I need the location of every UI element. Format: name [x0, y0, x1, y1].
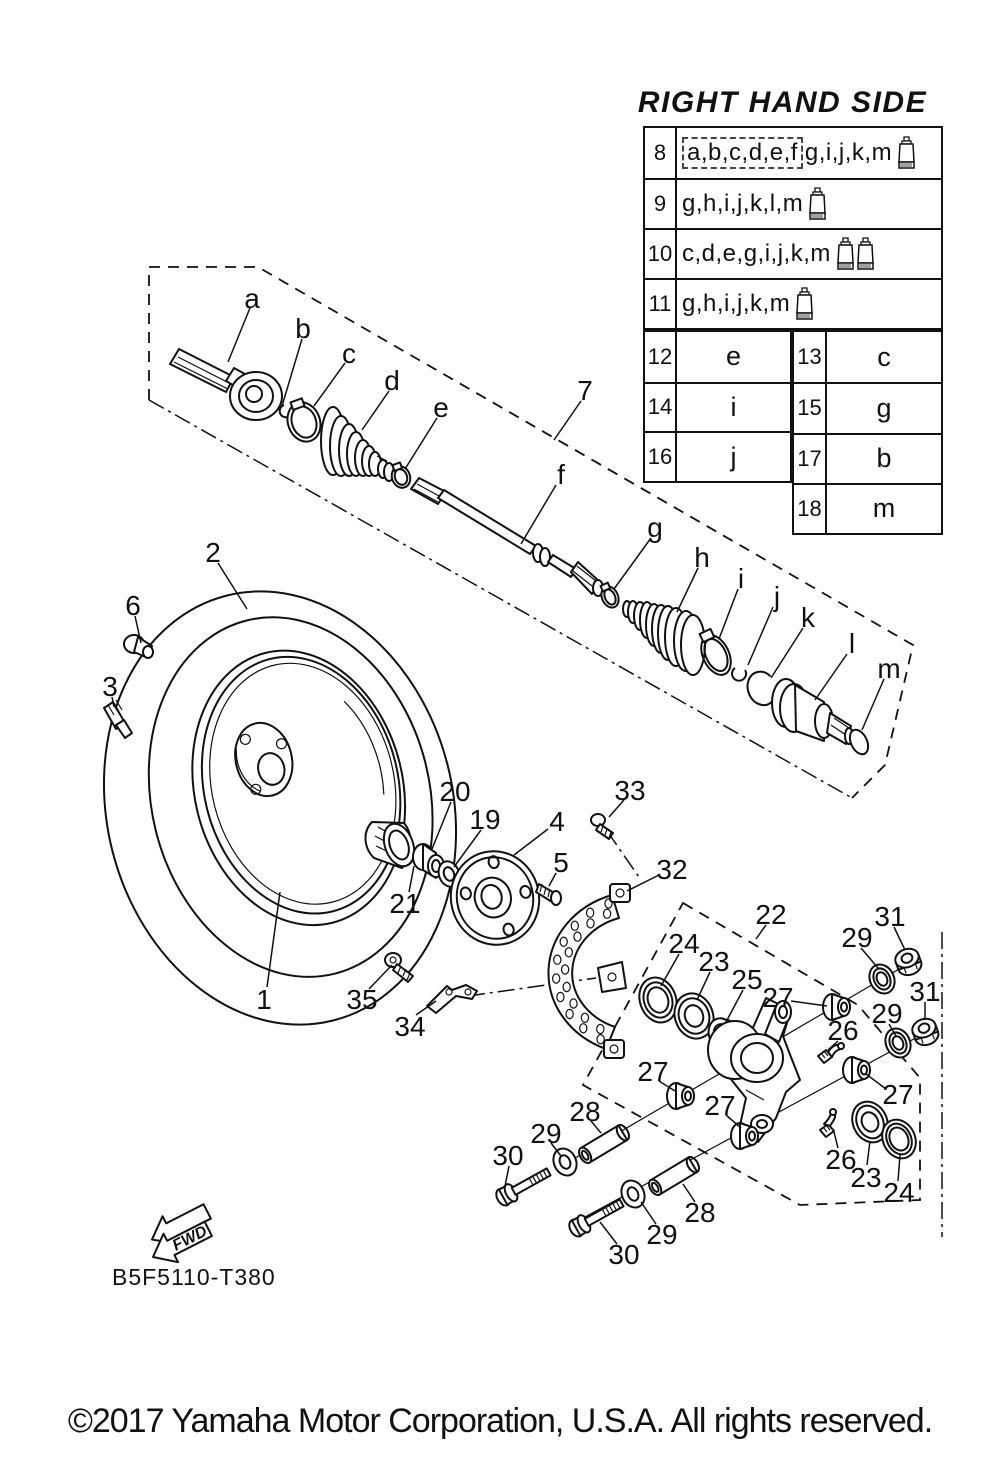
- grease-tubes: [837, 237, 874, 271]
- callout-4: 4: [549, 806, 565, 837]
- callout-leader-e: [405, 418, 437, 469]
- row-value: b: [876, 443, 892, 474]
- row-content: [677, 230, 941, 278]
- bolt-33: [591, 814, 613, 839]
- callout-27: 27: [882, 1079, 914, 1110]
- callout-a: a: [244, 283, 260, 314]
- grease-fitting-26a: [818, 1043, 844, 1063]
- table-row: [794, 433, 941, 483]
- row-number: 17: [794, 435, 827, 483]
- callout-f: f: [557, 459, 565, 490]
- callout-29: 29: [871, 998, 903, 1029]
- collar-28a: [576, 1123, 631, 1165]
- row-number: 9: [645, 180, 677, 228]
- boot-band-c: [281, 395, 326, 446]
- table-row: [794, 382, 941, 432]
- table-row: [645, 382, 790, 432]
- callout-34: 34: [394, 1011, 426, 1042]
- row-value: i: [730, 391, 737, 422]
- row-value: c: [877, 341, 891, 372]
- callout-30: 30: [492, 1140, 524, 1171]
- row-value: e: [725, 341, 742, 372]
- callout-29: 29: [646, 1219, 678, 1250]
- callout-35: 35: [346, 984, 378, 1015]
- callout-leader-l: [815, 654, 847, 700]
- row-number: 15: [794, 384, 827, 432]
- callout-31: 31: [874, 901, 906, 932]
- callout-3: 3: [102, 671, 118, 702]
- row-content: [677, 128, 941, 178]
- row-value: j: [730, 441, 737, 472]
- fwd-arrow: [138, 1197, 221, 1271]
- callout-j: j: [773, 581, 781, 612]
- bracket-34: [427, 985, 477, 1013]
- callout-d: d: [384, 365, 400, 396]
- row-number: 18: [794, 485, 827, 533]
- table-row: [794, 483, 941, 533]
- bushing-27b: [667, 1083, 694, 1109]
- callout-24: 24: [668, 928, 700, 959]
- row-value: m: [872, 493, 896, 524]
- grease-tubes: [796, 287, 813, 321]
- pair-table-left: [643, 330, 792, 483]
- table-row: [794, 332, 941, 382]
- nut-31a: [893, 946, 924, 979]
- callout-27: 27: [762, 982, 794, 1013]
- callout-g: g: [647, 512, 663, 543]
- seal-29b: [881, 1024, 915, 1061]
- callout-5: 5: [553, 847, 569, 878]
- callout-31: 31: [909, 976, 941, 1007]
- wheel-hub-4: [440, 841, 549, 955]
- grease-tubes: [898, 136, 915, 170]
- callout-leader-k: [771, 628, 803, 678]
- row-value: g: [876, 392, 892, 423]
- callout-29: 29: [841, 922, 873, 953]
- grease-tube-icon: [898, 136, 915, 170]
- clip-b: [280, 405, 288, 417]
- callout-leader-a: [228, 308, 250, 362]
- callout-28: 28: [684, 1197, 716, 1228]
- inner-cv-joint-l: [772, 679, 853, 744]
- bolt33-axis-line: [607, 831, 641, 880]
- row-content: [677, 180, 941, 228]
- grease-tube-icon: [796, 287, 813, 321]
- callout-22: 22: [755, 899, 787, 930]
- valve-cap-6: [124, 635, 153, 658]
- grease-tube-icon: [809, 187, 826, 221]
- row-number: 12: [645, 332, 677, 382]
- brake-disc-guard-32: [548, 884, 630, 1058]
- part-code: B5F5110-T380: [112, 1264, 276, 1290]
- row-number: 10: [645, 230, 677, 278]
- table-row: [645, 278, 941, 328]
- grease-tubes: [809, 187, 826, 221]
- callout-26: 26: [825, 1144, 857, 1175]
- callout-30: 30: [608, 1239, 640, 1270]
- table-row: [645, 128, 941, 178]
- callout-leader-4: [514, 829, 548, 855]
- boot-clamp-e: [388, 461, 413, 491]
- letters: g,h,i,j,k,l,m: [682, 190, 804, 217]
- outer-cv-joint-a: [170, 349, 282, 420]
- row-number: 16: [645, 433, 677, 481]
- callout-m: m: [877, 653, 901, 684]
- callout-24: 24: [883, 1177, 915, 1208]
- callout-e: e: [433, 392, 449, 423]
- row-content: [677, 280, 941, 328]
- callout-leader-f: [521, 485, 556, 544]
- bushing-27c: [731, 1123, 758, 1149]
- nut-31b: [910, 1016, 941, 1049]
- callout-leader-32: [627, 875, 659, 891]
- cv-boot-h: [623, 601, 705, 675]
- cv-boot-d: [321, 407, 394, 481]
- row-number: 13: [794, 332, 827, 382]
- callout-leader-7: [554, 401, 581, 440]
- table-row: [645, 431, 790, 481]
- callout-1: 1: [256, 984, 272, 1015]
- row-number: 14: [645, 384, 677, 432]
- callout-i: i: [737, 563, 745, 594]
- callout-23: 23: [850, 1162, 882, 1193]
- pair-table-right: [792, 330, 943, 535]
- callout-leader-g: [614, 538, 651, 589]
- callout-21: 21: [389, 888, 421, 919]
- axle-shaft-f: [411, 478, 603, 596]
- row-number: 8: [645, 128, 677, 178]
- boot-clamp-g: [597, 581, 622, 610]
- letters: g,h,i,j,k,m: [682, 290, 791, 317]
- callout-leader-b: [282, 339, 302, 406]
- seal-29a: [865, 960, 899, 997]
- callout-leader-i: [719, 589, 738, 639]
- boxed-letters: a,b,c,d,e,f: [682, 137, 803, 169]
- washer-29c: [549, 1145, 581, 1180]
- row-number: 11: [645, 280, 677, 328]
- bushing-27d: [843, 1057, 870, 1083]
- fwd-label: FWD: [169, 1222, 211, 1255]
- bolt-30b: [566, 1195, 626, 1240]
- callout-7: 7: [577, 375, 593, 406]
- grease-tube-icon: [837, 237, 854, 271]
- callout-32: 32: [656, 854, 688, 885]
- callout-leader-c: [314, 363, 345, 406]
- callout-leader-m: [862, 679, 884, 730]
- callout-29: 29: [530, 1118, 562, 1149]
- table-row: [645, 332, 790, 382]
- callout-26: 26: [827, 1015, 859, 1046]
- callout-20: 20: [439, 776, 471, 807]
- callout-25: 25: [731, 964, 763, 995]
- collar-28b: [646, 1155, 701, 1197]
- callout-l: l: [848, 628, 856, 659]
- callout-leader-d: [362, 391, 389, 430]
- callout-leader-h: [677, 568, 698, 612]
- callout-6: 6: [125, 590, 141, 621]
- table-row: [645, 228, 941, 278]
- callout-k: k: [801, 602, 815, 633]
- clip-j: [732, 668, 746, 681]
- grease-table: [643, 126, 943, 330]
- letters: g,i,j,k,m: [804, 139, 893, 166]
- callout-33: 33: [614, 775, 646, 806]
- callout-leader-27: [791, 1001, 827, 1006]
- callout-27: 27: [637, 1056, 669, 1087]
- callout-b: b: [295, 313, 311, 344]
- callout-23: 23: [698, 946, 730, 977]
- callout-19: 19: [469, 804, 501, 835]
- table-row: [645, 178, 941, 228]
- grease-tube-icon: [857, 237, 874, 271]
- callout-c: c: [342, 338, 356, 369]
- page-title: RIGHT HAND SIDE: [637, 86, 928, 119]
- callout-leader-j: [748, 607, 773, 665]
- copyright-text: ©2017 Yamaha Motor Corporation, U.S.A. All rights reserved.: [67, 1402, 933, 1440]
- callout-27: 27: [704, 1090, 736, 1121]
- callout-28: 28: [569, 1096, 601, 1127]
- callout-h: h: [694, 542, 710, 573]
- letters: c,d,e,g,i,j,k,m: [682, 240, 831, 267]
- callout-2: 2: [205, 537, 221, 568]
- tire-wheel-drawing: [59, 554, 501, 1063]
